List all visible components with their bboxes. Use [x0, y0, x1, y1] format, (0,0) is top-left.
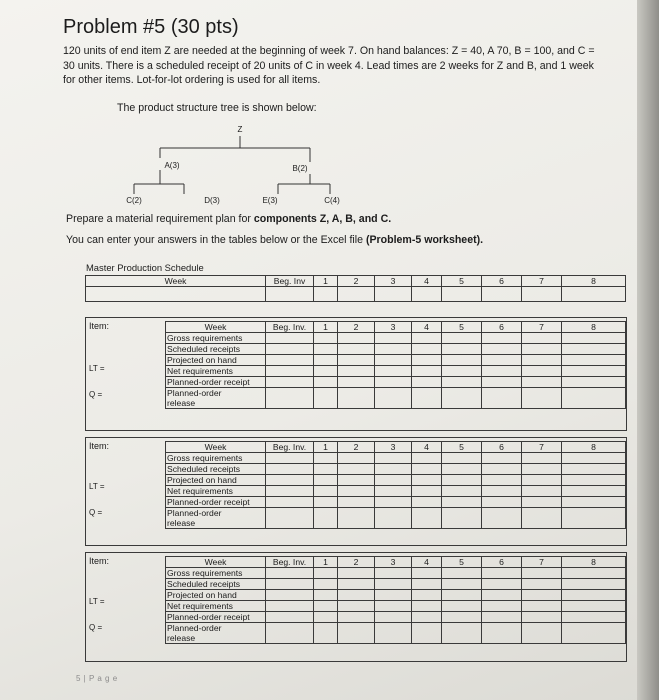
- row-projected-on-hand: Projected on hand: [166, 590, 266, 601]
- week-header: Week: [166, 557, 266, 568]
- table-cell[interactable]: [314, 377, 338, 388]
- table-cell[interactable]: [314, 497, 338, 508]
- table-cell[interactable]: [338, 568, 375, 579]
- table-cell[interactable]: [562, 612, 626, 623]
- table-cell[interactable]: [314, 333, 338, 344]
- table-cell[interactable]: [375, 623, 412, 644]
- table-cell[interactable]: [562, 486, 626, 497]
- week-7: 7: [522, 557, 562, 568]
- table-cell[interactable]: [266, 590, 314, 601]
- table-cell[interactable]: [314, 475, 338, 486]
- mrp-table-2: [165, 441, 626, 529]
- table-cell[interactable]: [562, 355, 626, 366]
- table-cell[interactable]: [266, 377, 314, 388]
- table-cell[interactable]: [562, 497, 626, 508]
- table-cell[interactable]: [412, 601, 442, 612]
- mps-input-cell[interactable]: [562, 287, 626, 302]
- table-cell[interactable]: [412, 333, 442, 344]
- table-cell[interactable]: [482, 590, 522, 601]
- table-cell[interactable]: [522, 333, 562, 344]
- row-scheduled-receipts: Scheduled receipts: [166, 344, 266, 355]
- table-cell[interactable]: [442, 497, 482, 508]
- table-cell[interactable]: [482, 366, 522, 377]
- table-cell[interactable]: [375, 612, 412, 623]
- table-cell[interactable]: [522, 623, 562, 644]
- table-cell[interactable]: [442, 453, 482, 464]
- item-label: Item:: [89, 441, 110, 451]
- table-cell[interactable]: [482, 377, 522, 388]
- table-cell[interactable]: [338, 623, 375, 644]
- mps-beg-inv: Beg. Inv: [266, 276, 314, 287]
- table-cell[interactable]: [412, 497, 442, 508]
- mps-input-cell[interactable]: [86, 287, 266, 302]
- mps-week-6: 6: [482, 276, 522, 287]
- table-cell[interactable]: [522, 590, 562, 601]
- table-cell[interactable]: [412, 377, 442, 388]
- q-label: Q =: [89, 623, 103, 632]
- table-cell[interactable]: [482, 568, 522, 579]
- table-cell[interactable]: [266, 388, 314, 409]
- beg-inv-header: Beg. Inv.: [266, 322, 314, 333]
- table-cell[interactable]: [314, 601, 338, 612]
- mps-week-label: Week: [86, 276, 266, 287]
- week-2: 2: [338, 322, 375, 333]
- problem-title: Problem #5 (30 pts): [63, 16, 239, 38]
- table-cell[interactable]: [562, 388, 626, 409]
- week-4: 4: [412, 442, 442, 453]
- mps-table: [85, 275, 626, 302]
- table-cell[interactable]: [562, 579, 626, 590]
- week-3: 3: [375, 557, 412, 568]
- week-7: 7: [522, 322, 562, 333]
- excel-line: You can enter your answers in the tables below or the Excel file (Problem-5 worksheet).: [66, 234, 484, 246]
- table-cell[interactable]: [562, 623, 626, 644]
- table-cell[interactable]: [338, 377, 375, 388]
- table-cell[interactable]: [314, 366, 338, 377]
- mrp-table-1: [165, 321, 626, 409]
- mps-week-1: 1: [314, 276, 338, 287]
- table-cell[interactable]: [442, 601, 482, 612]
- mps-week-3: 3: [375, 276, 412, 287]
- table-cell[interactable]: [314, 355, 338, 366]
- q-label: Q =: [89, 390, 103, 399]
- table-cell[interactable]: [522, 388, 562, 409]
- week-8: 8: [562, 322, 626, 333]
- table-cell[interactable]: [442, 612, 482, 623]
- table-cell[interactable]: [314, 486, 338, 497]
- table-cell[interactable]: [442, 590, 482, 601]
- table-cell[interactable]: [442, 366, 482, 377]
- table-cell[interactable]: [412, 590, 442, 601]
- table-cell[interactable]: [338, 601, 375, 612]
- table-cell[interactable]: [412, 475, 442, 486]
- row-gross-requirements: Gross requirements: [166, 333, 266, 344]
- table-cell[interactable]: [338, 497, 375, 508]
- table-cell[interactable]: [314, 344, 338, 355]
- mps-input-cell[interactable]: [522, 287, 562, 302]
- week-6: 6: [482, 557, 522, 568]
- table-cell[interactable]: [375, 497, 412, 508]
- mps-input-cell[interactable]: [482, 287, 522, 302]
- table-cell[interactable]: [442, 508, 482, 529]
- table-cell[interactable]: [522, 453, 562, 464]
- table-cell[interactable]: [314, 464, 338, 475]
- row-planned-order-receipt: Planned-order receipt: [166, 377, 266, 388]
- row-net-requirements: Net requirements: [166, 366, 266, 377]
- table-cell[interactable]: [522, 601, 562, 612]
- table-cell[interactable]: [266, 464, 314, 475]
- week-header: Week: [166, 442, 266, 453]
- table-cell[interactable]: [412, 464, 442, 475]
- week-5: 5: [442, 557, 482, 568]
- table-cell[interactable]: [375, 508, 412, 529]
- week-8: 8: [562, 442, 626, 453]
- row-planned-order-release: Planned-order release: [166, 623, 266, 644]
- week-3: 3: [375, 322, 412, 333]
- page-edge: [637, 0, 659, 700]
- lt-label: LT =: [89, 482, 105, 491]
- mps-week-5: 5: [442, 276, 482, 287]
- table-cell[interactable]: [442, 355, 482, 366]
- row-planned-order-release: Planned-order release: [166, 508, 266, 529]
- table-cell[interactable]: [266, 366, 314, 377]
- row-net-requirements: Net requirements: [166, 601, 266, 612]
- table-cell[interactable]: [412, 623, 442, 644]
- table-cell[interactable]: [412, 453, 442, 464]
- table-cell[interactable]: [442, 623, 482, 644]
- tree-node-e: E(3): [262, 196, 278, 205]
- table-cell[interactable]: [412, 612, 442, 623]
- week-8: 8: [562, 557, 626, 568]
- row-gross-requirements: Gross requirements: [166, 568, 266, 579]
- table-cell[interactable]: [266, 623, 314, 644]
- table-cell[interactable]: [482, 579, 522, 590]
- table-cell[interactable]: [314, 568, 338, 579]
- week-1: 1: [314, 442, 338, 453]
- table-cell[interactable]: [482, 344, 522, 355]
- row-gross-requirements: Gross requirements: [166, 453, 266, 464]
- table-cell[interactable]: [266, 497, 314, 508]
- table-cell[interactable]: [482, 497, 522, 508]
- table-cell[interactable]: [482, 612, 522, 623]
- table-cell[interactable]: [442, 388, 482, 409]
- page-footer: 5 | P a g e: [76, 674, 118, 683]
- table-cell[interactable]: [562, 601, 626, 612]
- table-cell[interactable]: [338, 486, 375, 497]
- beg-inv-header: Beg. Inv.: [266, 442, 314, 453]
- problem-statement: 120 units of end item Z are needed at the beginning of week 7. On hand balances: Z = 40, A 70, B = 100, and C = 30 units. There is a scheduled receipt of 20 units of C in week 4. Lead times are 2 weeks for Z and B, and 1 week for other items. Lot-for-lot ordering is used for all items.: [63, 45, 595, 86]
- table-cell[interactable]: [482, 333, 522, 344]
- table-cell[interactable]: [482, 453, 522, 464]
- tree-node-a: A(3): [164, 161, 180, 170]
- tree-node-d: D(3): [204, 196, 220, 205]
- table-cell[interactable]: [442, 486, 482, 497]
- table-cell[interactable]: [442, 579, 482, 590]
- table-cell[interactable]: [375, 568, 412, 579]
- mps-input-cell[interactable]: [314, 287, 338, 302]
- table-cell[interactable]: [338, 366, 375, 377]
- table-cell[interactable]: [266, 355, 314, 366]
- table-cell[interactable]: [314, 508, 338, 529]
- table-cell[interactable]: [522, 475, 562, 486]
- table-cell[interactable]: [375, 475, 412, 486]
- table-cell[interactable]: [338, 453, 375, 464]
- table-cell[interactable]: [482, 486, 522, 497]
- mps-input-cell[interactable]: [338, 287, 375, 302]
- table-cell[interactable]: [314, 612, 338, 623]
- mps-input-cell[interactable]: [266, 287, 314, 302]
- table-cell[interactable]: [338, 612, 375, 623]
- table-cell[interactable]: [442, 333, 482, 344]
- tree-node-root: Z: [237, 125, 243, 134]
- table-cell[interactable]: [375, 388, 412, 409]
- table-cell[interactable]: [522, 508, 562, 529]
- table-cell[interactable]: [482, 388, 522, 409]
- row-planned-order-receipt: Planned-order receipt: [166, 497, 266, 508]
- item-label: Item:: [89, 556, 110, 566]
- table-cell[interactable]: [314, 579, 338, 590]
- week-header: Week: [166, 322, 266, 333]
- table-cell[interactable]: [522, 355, 562, 366]
- row-scheduled-receipts: Scheduled receipts: [166, 464, 266, 475]
- mps-input-cell[interactable]: [442, 287, 482, 302]
- table-cell[interactable]: [375, 333, 412, 344]
- q-label: Q =: [89, 508, 103, 517]
- tree-node-c-under-b: C(4): [324, 196, 340, 205]
- table-cell[interactable]: [522, 464, 562, 475]
- mrp-table-3: [165, 556, 626, 644]
- table-cell[interactable]: [522, 344, 562, 355]
- table-cell[interactable]: [375, 453, 412, 464]
- table-cell[interactable]: [562, 464, 626, 475]
- table-cell[interactable]: [412, 344, 442, 355]
- table-cell[interactable]: [314, 590, 338, 601]
- table-cell[interactable]: [338, 464, 375, 475]
- week-3: 3: [375, 442, 412, 453]
- table-cell[interactable]: [338, 355, 375, 366]
- table-cell[interactable]: [442, 377, 482, 388]
- table-cell[interactable]: [482, 508, 522, 529]
- table-cell[interactable]: [442, 568, 482, 579]
- mps-input-cell[interactable]: [412, 287, 442, 302]
- table-cell[interactable]: [482, 355, 522, 366]
- row-projected-on-hand: Projected on hand: [166, 475, 266, 486]
- table-cell[interactable]: [266, 333, 314, 344]
- table-cell[interactable]: [375, 344, 412, 355]
- table-cell[interactable]: [375, 590, 412, 601]
- table-cell[interactable]: [266, 453, 314, 464]
- table-cell[interactable]: [375, 377, 412, 388]
- week-2: 2: [338, 557, 375, 568]
- table-cell[interactable]: [375, 464, 412, 475]
- row-net-requirements: Net requirements: [166, 486, 266, 497]
- table-cell[interactable]: [562, 475, 626, 486]
- table-cell[interactable]: [375, 579, 412, 590]
- table-cell[interactable]: [338, 388, 375, 409]
- table-cell[interactable]: [266, 508, 314, 529]
- row-planned-order-receipt: Planned-order receipt: [166, 612, 266, 623]
- row-scheduled-receipts: Scheduled receipts: [166, 579, 266, 590]
- table-cell[interactable]: [338, 475, 375, 486]
- instruction-line: Prepare a material requirement plan for components Z, A, B, and C.: [66, 213, 392, 225]
- table-cell[interactable]: [314, 623, 338, 644]
- table-cell[interactable]: [442, 475, 482, 486]
- table-cell[interactable]: [375, 601, 412, 612]
- table-cell[interactable]: [522, 568, 562, 579]
- mps-week-4: 4: [412, 276, 442, 287]
- table-cell[interactable]: [412, 568, 442, 579]
- table-cell[interactable]: [412, 355, 442, 366]
- table-cell[interactable]: [562, 590, 626, 601]
- table-cell[interactable]: [522, 486, 562, 497]
- tree-node-c-under-a: C(2): [126, 196, 142, 205]
- table-cell[interactable]: [338, 508, 375, 529]
- table-cell[interactable]: [412, 366, 442, 377]
- table-cell[interactable]: [562, 366, 626, 377]
- table-cell[interactable]: [522, 612, 562, 623]
- table-cell[interactable]: [522, 366, 562, 377]
- table-cell[interactable]: [266, 579, 314, 590]
- table-cell[interactable]: [562, 377, 626, 388]
- week-7: 7: [522, 442, 562, 453]
- mps-week-2: 2: [338, 276, 375, 287]
- table-cell[interactable]: [375, 366, 412, 377]
- table-cell[interactable]: [522, 497, 562, 508]
- table-cell[interactable]: [482, 601, 522, 612]
- mps-week-8: 8: [562, 276, 626, 287]
- table-cell[interactable]: [375, 486, 412, 497]
- product-structure-tree: [60, 118, 420, 210]
- week-1: 1: [314, 557, 338, 568]
- table-cell[interactable]: [562, 333, 626, 344]
- beg-inv-header: Beg. Inv.: [266, 557, 314, 568]
- table-cell[interactable]: [522, 579, 562, 590]
- table-cell[interactable]: [562, 453, 626, 464]
- table-cell[interactable]: [266, 601, 314, 612]
- week-5: 5: [442, 322, 482, 333]
- table-cell[interactable]: [338, 333, 375, 344]
- tree-node-b: B(2): [292, 164, 308, 173]
- table-cell[interactable]: [314, 388, 338, 409]
- week-4: 4: [412, 322, 442, 333]
- table-cell[interactable]: [522, 377, 562, 388]
- table-cell[interactable]: [412, 579, 442, 590]
- table-cell[interactable]: [338, 344, 375, 355]
- mps-week-7: 7: [522, 276, 562, 287]
- lt-label: LT =: [89, 597, 105, 606]
- week-2: 2: [338, 442, 375, 453]
- table-cell[interactable]: [562, 508, 626, 529]
- lt-label: LT =: [89, 364, 105, 373]
- row-planned-order-release: Planned-order release: [166, 388, 266, 409]
- week-4: 4: [412, 557, 442, 568]
- item-label: Item:: [89, 321, 110, 331]
- table-cell[interactable]: [412, 388, 442, 409]
- table-cell[interactable]: [338, 590, 375, 601]
- table-cell[interactable]: [266, 344, 314, 355]
- tree-intro: The product structure tree is shown below:: [117, 102, 317, 114]
- week-6: 6: [482, 322, 522, 333]
- table-cell[interactable]: [412, 486, 442, 497]
- table-cell[interactable]: [482, 623, 522, 644]
- table-cell[interactable]: [562, 344, 626, 355]
- mps-input-cell[interactable]: [375, 287, 412, 302]
- table-cell[interactable]: [375, 355, 412, 366]
- table-cell[interactable]: [266, 486, 314, 497]
- week-5: 5: [442, 442, 482, 453]
- table-cell[interactable]: [442, 464, 482, 475]
- week-1: 1: [314, 322, 338, 333]
- table-cell[interactable]: [442, 344, 482, 355]
- table-cell[interactable]: [314, 453, 338, 464]
- table-cell[interactable]: [482, 475, 522, 486]
- week-6: 6: [482, 442, 522, 453]
- table-cell[interactable]: [562, 568, 626, 579]
- row-projected-on-hand: Projected on hand: [166, 355, 266, 366]
- table-cell[interactable]: [266, 475, 314, 486]
- table-cell[interactable]: [266, 612, 314, 623]
- table-cell[interactable]: [482, 464, 522, 475]
- mps-label: Master Production Schedule: [86, 262, 204, 273]
- table-cell[interactable]: [338, 579, 375, 590]
- table-cell[interactable]: [412, 508, 442, 529]
- table-cell[interactable]: [266, 568, 314, 579]
